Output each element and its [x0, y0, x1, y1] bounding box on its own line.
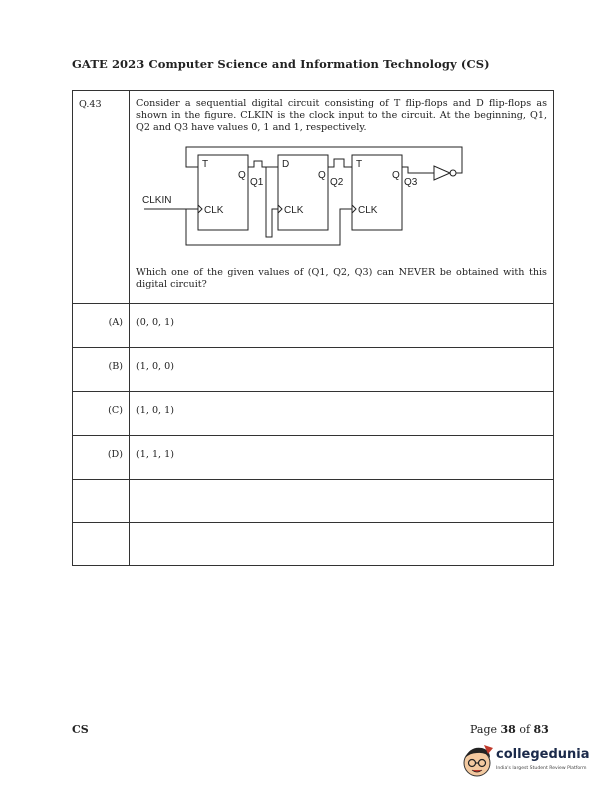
ff1-input-label: T: [202, 158, 209, 170]
ff2-output-label: Q2: [330, 176, 344, 188]
blank-cell: [130, 523, 554, 566]
brand-name: collegedunia: [496, 747, 590, 762]
ff2-clock-label: CLK: [284, 204, 304, 216]
option-value: (0, 0, 1): [130, 304, 554, 348]
blank-cell: [73, 480, 130, 523]
q2-to-clock-wire: [266, 167, 278, 237]
question-table: [72, 90, 554, 566]
q3-output-wire: [402, 167, 434, 173]
ff2-input-label: D: [282, 158, 290, 170]
question-ask: Which one of the given values of (Q1, Q2, Q3) can NEVER be obtained with this digital circuit?: [136, 266, 547, 290]
page-prefix: Page: [470, 723, 501, 736]
option-value: (1, 0, 1): [130, 392, 554, 436]
question-number: Q.43: [73, 91, 130, 304]
mascot-icon: [460, 744, 494, 782]
ff1-clock-triangle: [198, 205, 202, 213]
option-row-a[interactable]: [73, 304, 554, 348]
option-value: (1, 0, 0): [130, 348, 554, 392]
question-stem: Consider a sequential digital circuit consisting of T flip-flops and D flip-flops as shown in the figure. CLKIN is the clock input to the circuit. At the beginning, Q1, Q2 and Q3 have values 0, 1 and 1, respectively.: [136, 98, 547, 134]
blank-row: [73, 480, 554, 523]
ff2-clock-triangle: [278, 205, 282, 213]
option-label: (C): [73, 392, 130, 436]
ff3-output-label: Q3: [404, 176, 418, 188]
blank-cell: [130, 480, 554, 523]
blank-row: [73, 523, 554, 566]
clkin-label: CLKIN: [142, 194, 172, 206]
ff1-clock-label: CLK: [204, 204, 224, 216]
ff1-output-label: Q1: [250, 176, 264, 188]
option-value: (1, 1, 1): [130, 436, 554, 480]
ff3-q-pin-label: Q: [392, 169, 400, 181]
option-label: (D): [73, 436, 130, 480]
ff3-input-label: T: [356, 158, 363, 170]
page-header: GATE 2023 Computer Science and Information Technology (CS): [72, 57, 490, 71]
brand-tagline: India's largest Student Review Platform: [496, 766, 587, 771]
ff3-clock-triangle: [352, 205, 356, 213]
page-current: 38: [500, 723, 516, 736]
ff3-clock-label: CLK: [358, 204, 378, 216]
option-row-c[interactable]: [73, 392, 554, 436]
option-row-d[interactable]: [73, 436, 554, 480]
ff1-q-pin-label: Q: [238, 169, 246, 181]
inverter-gate: [434, 166, 450, 180]
blank-cell: [73, 523, 130, 566]
page-total: 83: [533, 723, 549, 736]
q2-to-ff3-wire: [328, 159, 352, 173]
q1-to-ff2-wire: [248, 161, 278, 173]
question-row: [73, 91, 554, 304]
collegedunia-logo: [460, 744, 600, 784]
ff2-q-pin-label: Q: [318, 169, 326, 181]
page-mid: of: [515, 723, 534, 736]
question-body: [130, 91, 554, 304]
footer-subject: CS: [72, 723, 89, 736]
circuit-diagram: [136, 145, 496, 257]
option-row-b[interactable]: [73, 348, 554, 392]
page-indicator: [470, 723, 549, 736]
option-label: (A): [73, 304, 130, 348]
option-label: (B): [73, 348, 130, 392]
